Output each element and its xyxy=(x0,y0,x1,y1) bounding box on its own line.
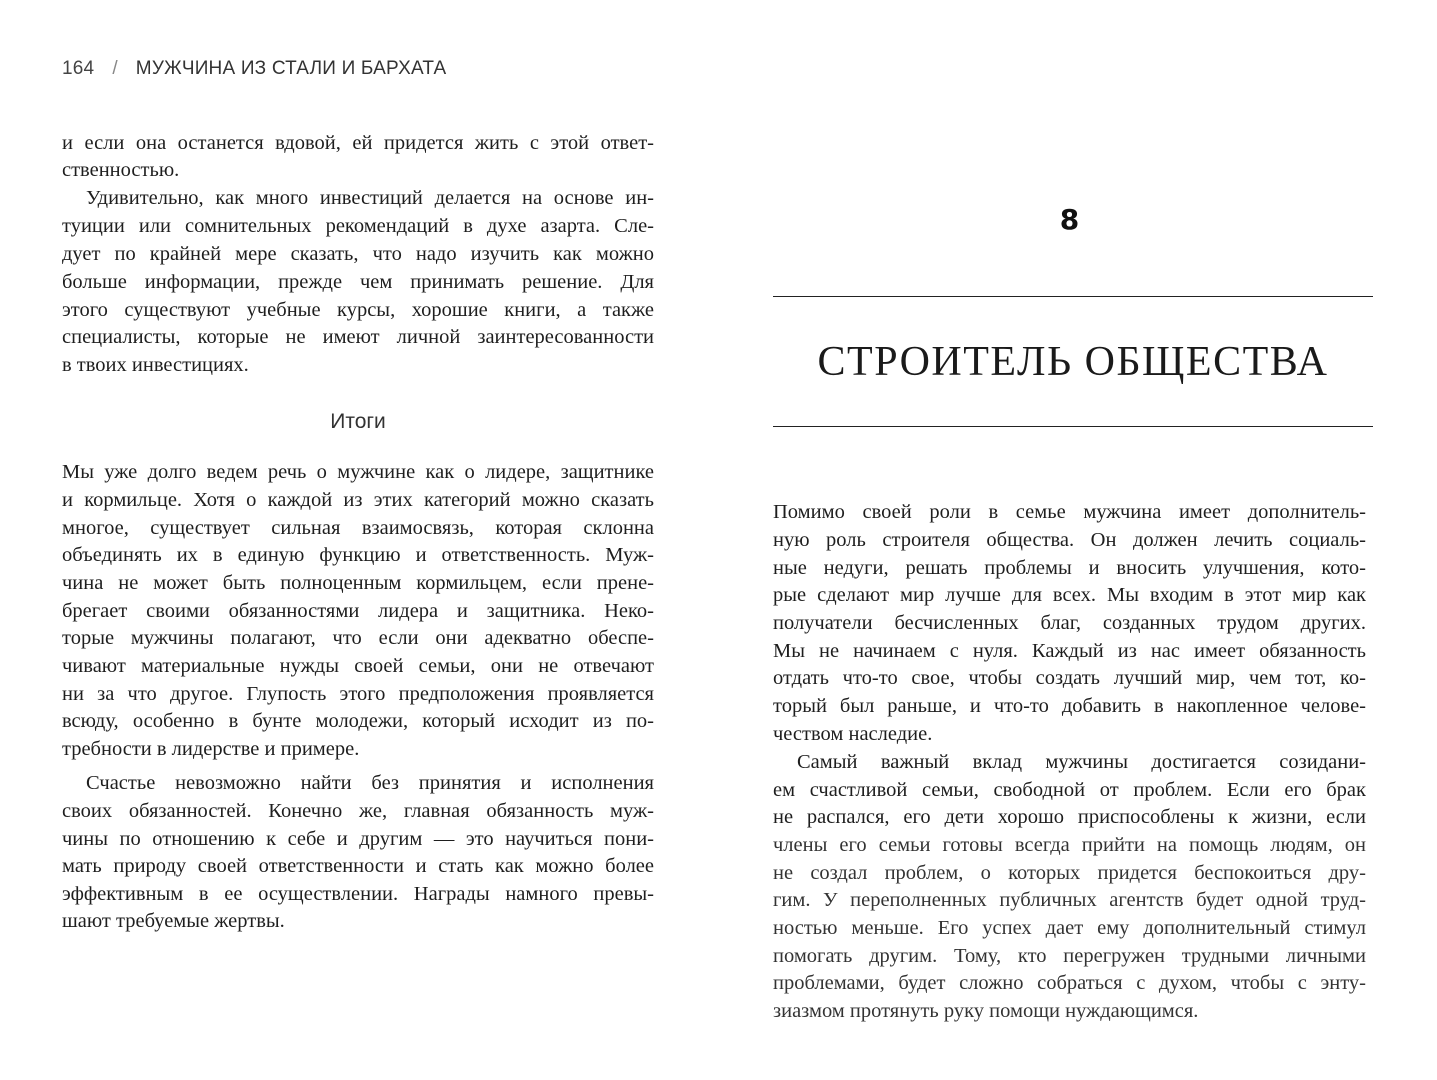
text-line: специалисты, которые не имеют личной заинтересованности xyxy=(62,326,654,348)
text-line: брегает своими обязанностями лидера и защитника. Неко- xyxy=(62,600,654,622)
chapter-title: СТРОИТЕЛЬ ОБЩЕСТВА xyxy=(817,339,1329,385)
text-line: зиазмом протянуть руку помощи нуждающимся. xyxy=(773,1000,1199,1022)
text-line: Мы не начинаем с нуля. Каждый из нас имеет обязанность xyxy=(773,640,1366,662)
text-line: эффективным в ее осуществлении. Награды намного превы- xyxy=(62,883,654,905)
text-line: в твоих инвестициях. xyxy=(62,354,249,376)
page-number: 164 xyxy=(62,58,95,79)
text-line: туиции или сомнительных рекомендаций в духе азарта. Сле- xyxy=(62,215,654,237)
text-line: ем счастливой семьи, свободной от проблем. Если его брак xyxy=(773,779,1366,801)
text-line: не создал проблем, о которых придется беспокоиться дру- xyxy=(773,862,1366,884)
running-head xyxy=(62,58,446,80)
text-line: Мы уже долго ведем речь о мужчине как о лидере, защитнике xyxy=(62,461,654,483)
text-line: Удивительно, как много инвестиций делается на основе ин- xyxy=(86,187,654,209)
text-line: многое, существует сильная взаимосвязь, которая склонна xyxy=(62,517,654,539)
text-line: чина не может быть полноценным кормильцем, если прене- xyxy=(62,572,654,594)
right-page xyxy=(718,0,1437,1080)
text-line: дует по крайней мере сказать, что надо изучить как можно xyxy=(62,243,654,265)
running-head-separator: / xyxy=(112,58,118,79)
text-line: получатели бесчисленных благ, созданных трудом других. xyxy=(773,612,1366,634)
text-line: объединять их в единую функцию и ответственность. Муж- xyxy=(62,544,654,566)
text-line: больше информации, прежде чем принимать решение. Для xyxy=(62,271,654,293)
text-line: чивают материальные нужды своей семьи, они не отвечают xyxy=(62,655,654,677)
text-line: отдать что-то свое, чтобы создать лучший мир, чем тот, ко- xyxy=(773,667,1366,689)
book-title: МУЖЧИНА ИЗ СТАЛИ И БАРХАТА xyxy=(135,58,447,79)
text-line: ную роль строителя общества. Он должен лечить социаль- xyxy=(773,529,1366,551)
text-line: и кормильце. Хотя о каждой из этих категорий можно сказать xyxy=(62,489,654,511)
chapter-rule-top xyxy=(773,296,1373,297)
text-line: Счастье невозможно найти без принятия и исполнения xyxy=(86,772,654,794)
text-line: этого существуют учебные курсы, хорошие книги, а также xyxy=(62,299,654,321)
left-page xyxy=(0,0,718,1080)
text-line: ственностью. xyxy=(62,159,180,181)
chapter-number: 8 xyxy=(1059,203,1080,236)
text-line: чеством наследие. xyxy=(773,723,933,745)
text-line: требности в лидерстве и примере. xyxy=(62,738,360,760)
text-line: мать природу своей ответственности и стать как можно более xyxy=(62,855,654,877)
text-line: помогать другим. Тому, кто перегружен трудными личными xyxy=(773,945,1366,967)
text-line: чины по отношению к себе и другим — это научиться пони- xyxy=(62,828,654,850)
text-line: шают требуемые жертвы. xyxy=(62,910,285,932)
text-line: ные недуги, решать проблемы и вносить улучшения, кото- xyxy=(773,557,1366,579)
text-line: гим. У переполненных публичных агентств будет одной труд- xyxy=(773,889,1366,911)
text-line: торые мужчины полагают, что если они адекватно обеспе- xyxy=(62,627,654,649)
text-line: проблемами, будет сложно собраться с духом, чтобы с энту- xyxy=(773,972,1366,994)
text-line: всюду, особенно в бунте молодежи, который исходит из по- xyxy=(62,710,654,732)
text-line: рые сделают мир лучше для всех. Мы входим в этот мир как xyxy=(773,584,1366,606)
text-line: члены его семьи готовы всегда прийти на помощь людям, он xyxy=(773,834,1366,856)
text-line: не распался, его дети хорошо приспособлены к жизни, если xyxy=(773,806,1366,828)
text-line: торый был раньше, и что-то добавить в накопленное челове- xyxy=(773,695,1366,717)
text-line: своих обязанностей. Конечно же, главная обязанность муж- xyxy=(62,800,654,822)
text-line: ностью меньше. Его успех дает ему дополнительный стимул xyxy=(773,917,1366,939)
text-line: ни за что другое. Глупость этого предположения проявляется xyxy=(62,683,654,705)
chapter-rule-bottom xyxy=(773,426,1373,427)
text-line: Самый важный вклад мужчины достигается созидани- xyxy=(797,751,1366,773)
text-line: и если она останется вдовой, ей придется жить с этой ответ- xyxy=(62,132,654,154)
section-heading: Итоги xyxy=(330,410,386,433)
text-line: Помимо своей роли в семье мужчина имеет дополнитель- xyxy=(773,501,1366,523)
